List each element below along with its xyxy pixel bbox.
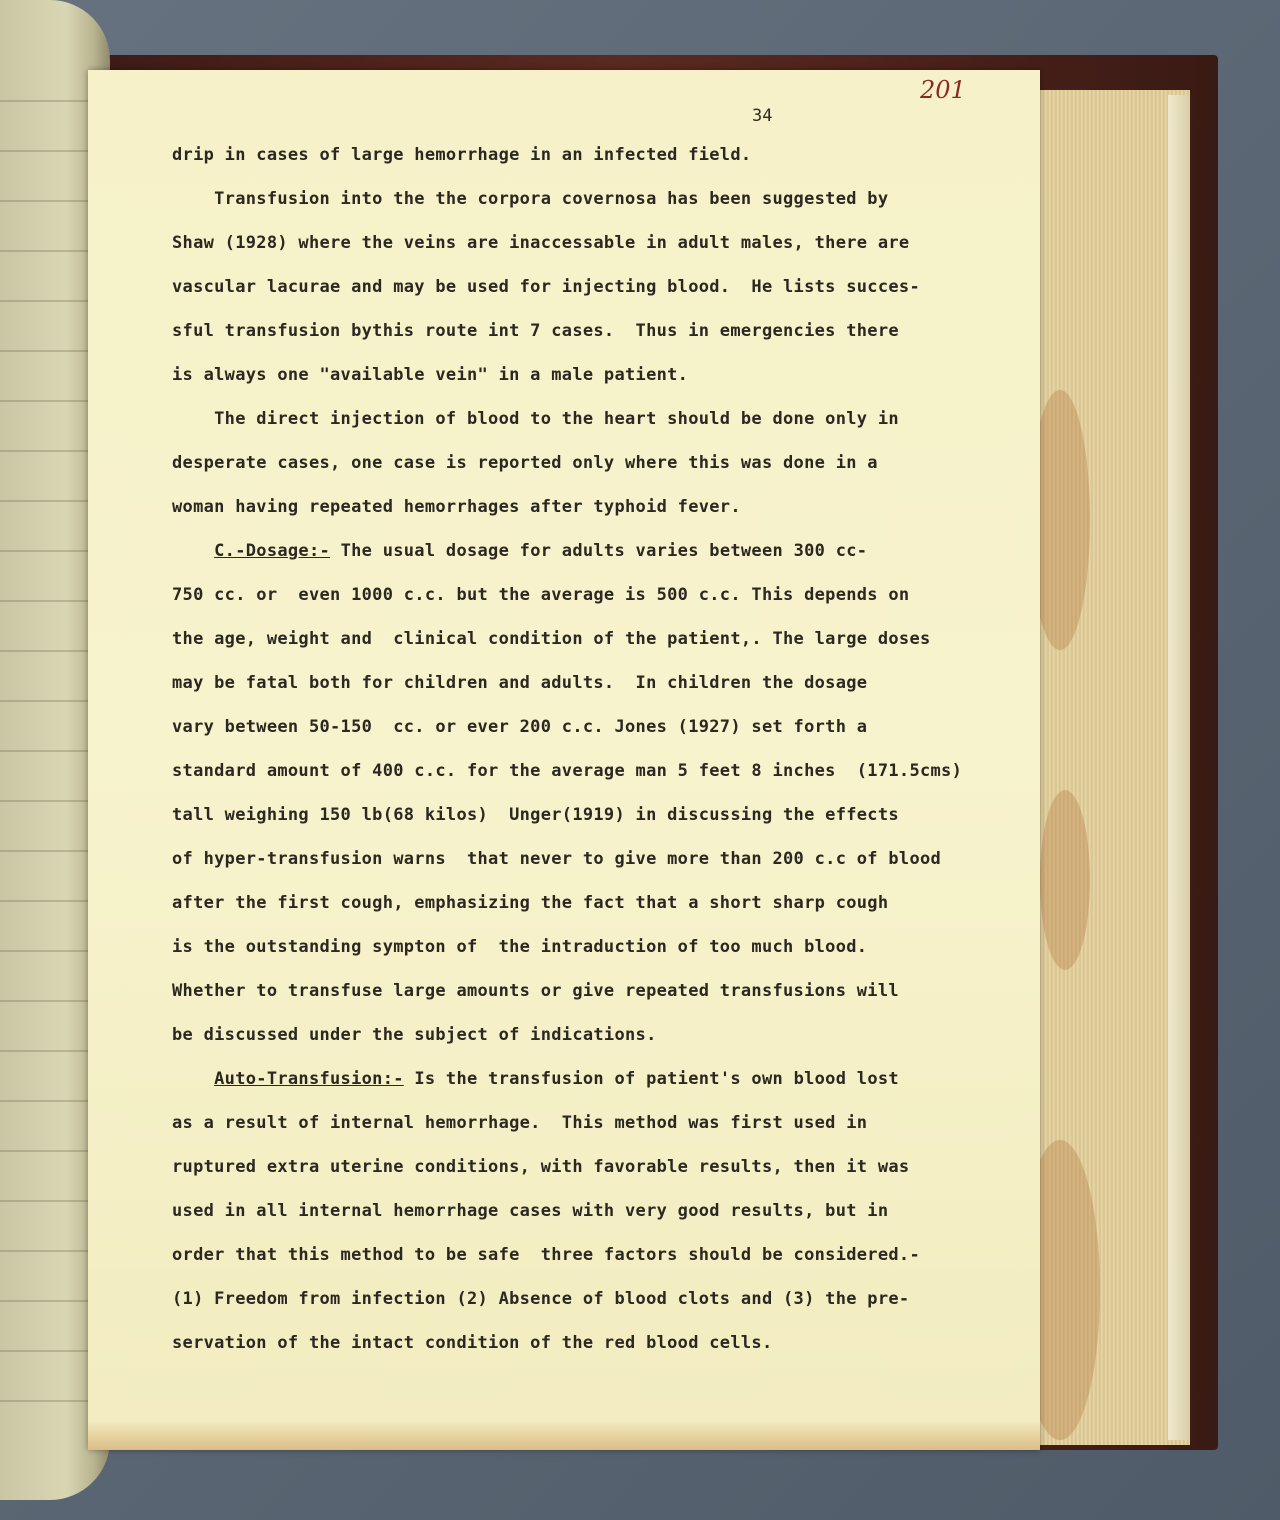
text-line: the age, weight and clinical condition of the patient,. The large doses — [172, 629, 931, 649]
text-line: vary between 50-150 cc. or ever 200 c.c. Jones (1927) set forth a — [172, 717, 868, 737]
text-line: The usual dosage for adults varies between 300 cc- — [330, 541, 868, 561]
text-line: as a result of internal hemorrhage. This method was first used in — [172, 1113, 868, 1133]
text-line: tall weighing 150 lb(68 kilos) Unger(1919) in discussing the effects — [172, 805, 899, 825]
section-first-line — [172, 1069, 899, 1089]
text-line: The direct injection of blood to the heart should be done only in — [172, 409, 899, 429]
text-line: drip in cases of large hemorrhage in an infected field. — [172, 145, 752, 165]
text-line: vascular lacurae and may be used for injecting blood. He lists succes- — [172, 277, 920, 297]
text-line: is always one "available vein" in a male patient. — [172, 365, 689, 385]
text-line: of hyper-transfusion warns that never to give more than 200 c.c of blood — [172, 849, 942, 869]
page-number: 34 — [752, 106, 773, 126]
text-line: after the first cough, emphasizing the fact that a short sharp cough — [172, 893, 889, 913]
handwritten-folio-number: 201 — [920, 76, 966, 104]
text-line: sful transfusion bythis route int 7 cases. Thus in emergencies there — [172, 321, 899, 341]
text-line: be discussed under the subject of indications. — [172, 1025, 657, 1045]
text-line: woman having repeated hemorrhages after typhoid fever. — [172, 497, 741, 517]
text-line: Whether to transfuse large amounts or give repeated transfusions will — [172, 981, 899, 1001]
text-line: may be fatal both for children and adults. In children the dosage — [172, 673, 868, 693]
text-line: is the outstanding sympton of the intraduction of too much blood. — [172, 937, 868, 957]
text-line: (1) Freedom from infection (2) Absence of blood clots and (3) the pre- — [172, 1289, 910, 1309]
text-line: desperate cases, one case is reported only where this was done in a — [172, 453, 878, 473]
text-line: standard amount of 400 c.c. for the average man 5 feet 8 inches (171.5cms) — [172, 761, 963, 781]
text-line: Transfusion into the the corpora covernosa has been suggested by — [172, 189, 889, 209]
text-line: Shaw (1928) where the veins are inaccessable in adult males, there are — [172, 233, 910, 253]
text-line: ruptured extra uterine conditions, with favorable results, then it was — [172, 1157, 910, 1177]
text-line: Is the transfusion of patient's own blood lost — [403, 1069, 899, 1089]
section-first-line — [172, 541, 867, 561]
section-heading-dosage: C.-Dosage:- — [214, 541, 331, 561]
text-line: used in all internal hemorrhage cases with very good results, but in — [172, 1201, 889, 1221]
book-page-edge — [1168, 95, 1190, 1440]
paper-stain — [88, 1420, 1040, 1450]
text-line: order that this method to be safe three factors should be considered.- — [172, 1245, 920, 1265]
section-heading-auto-transfusion: Auto-Transfusion:- — [214, 1069, 404, 1089]
text-line: servation of the intact condition of the red blood cells. — [172, 1333, 773, 1353]
text-line: 750 cc. or even 1000 c.c. but the average is 500 c.c. This depends on — [172, 585, 910, 605]
